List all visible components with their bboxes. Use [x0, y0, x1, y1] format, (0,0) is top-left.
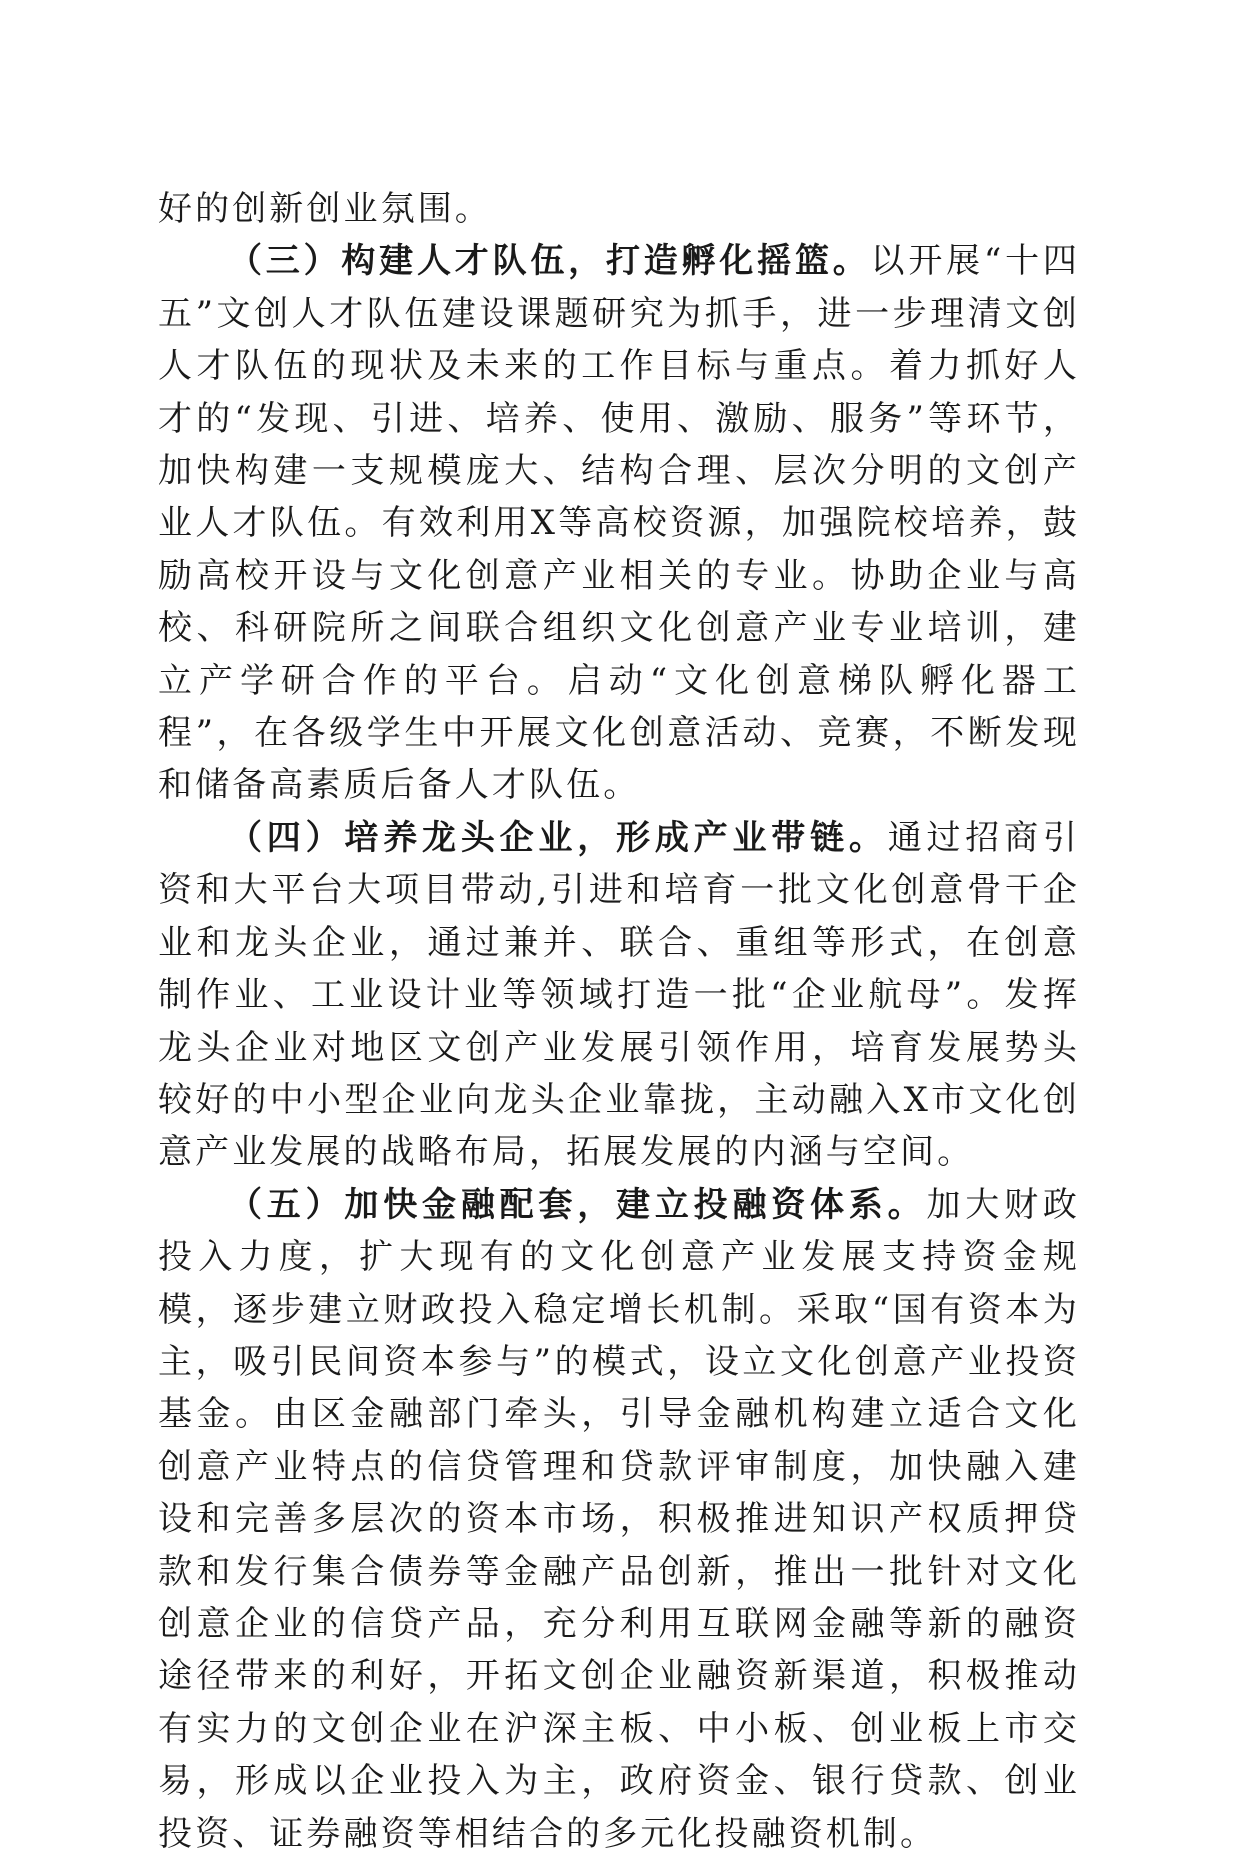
section-heading: （五）加快金融配套，建立投融资体系。 — [228, 1184, 927, 1225]
paragraph-finance-system — [158, 1179, 1080, 1860]
paragraph-text: 通过招商引资和大平台大项目带动,引进和培育一批文化创意骨干企业和龙头企业，通过兼并、联合、重组等形式，在创意制作业、工业设计业等领域打造一批“企业航母”。发挥龙头企业对地区文创产业发展引领作用，培育发展势头较好的中小型企业向龙头企业靠拢，主动融入X市文化创意产业发展的战略布局，拓展发展的内涵与空间。 — [158, 817, 1081, 1173]
section-heading: （三）构建人才队伍，打造孵化摇篮。 — [228, 241, 871, 282]
paragraph-talent-team — [158, 235, 1080, 811]
paragraph-leading-enterprises — [158, 812, 1080, 1179]
paragraph-text: 以开展“十四五”文创人才队伍建设课题研究为抓手，进一步理清文创人才队伍的现状及未来的工作目标与重点。着力抓好人才的“发现、引进、培养、使用、激励、服务”等环节，加快构建一支规模庞大、结构合理、层次分明的文创产业人才队伍。有效利用X等高校资源，加强院校培养，鼓励高校开设与文化创意产业相关的专业。协助企业与高校、科研院所之间联合组织文化创意产业专业培训，建立产学研合作的平台。启动“文化创意梯队孵化器工程”，在各级学生中开展文化创意活动、竞赛，不断发现和储备高素质后备人才队伍。 — [158, 241, 1080, 806]
paragraph-text: 好的创新创业氛围。 — [158, 189, 492, 229]
section-heading: （四）培养龙头企业，形成产业带链。 — [228, 817, 888, 858]
paragraph-continuation — [158, 183, 1080, 235]
document-page — [158, 183, 1080, 1860]
paragraph-text: 加大财政投入力度，扩大现有的文化创意产业发展支持资金规模，逐步建立财政投入稳定增长机制。采取“国有资本为主，吸引民间资本参与”的模式，设立文化创意产业投资基金。由区金融部门牵头，引导金融机构建立适合文化创意产业特点的信贷管理和贷款评审制度，加快融入建设和完善多层次的资本市场，积极推进知识产权质押贷款和发行集合债券等金融产品创新，推出一批针对文化创意企业的信贷产品，充分利用互联网金融等新的融资途径带来的利好，开拓文创企业融资新渠道，积极推动有实力的文创企业在沪深主板、中小板、创业板上市交易，形成以企业投入为主，政府资金、银行贷款、创业投资、证券融资等相结合的多元化投融资机制。 — [158, 1184, 1080, 1854]
